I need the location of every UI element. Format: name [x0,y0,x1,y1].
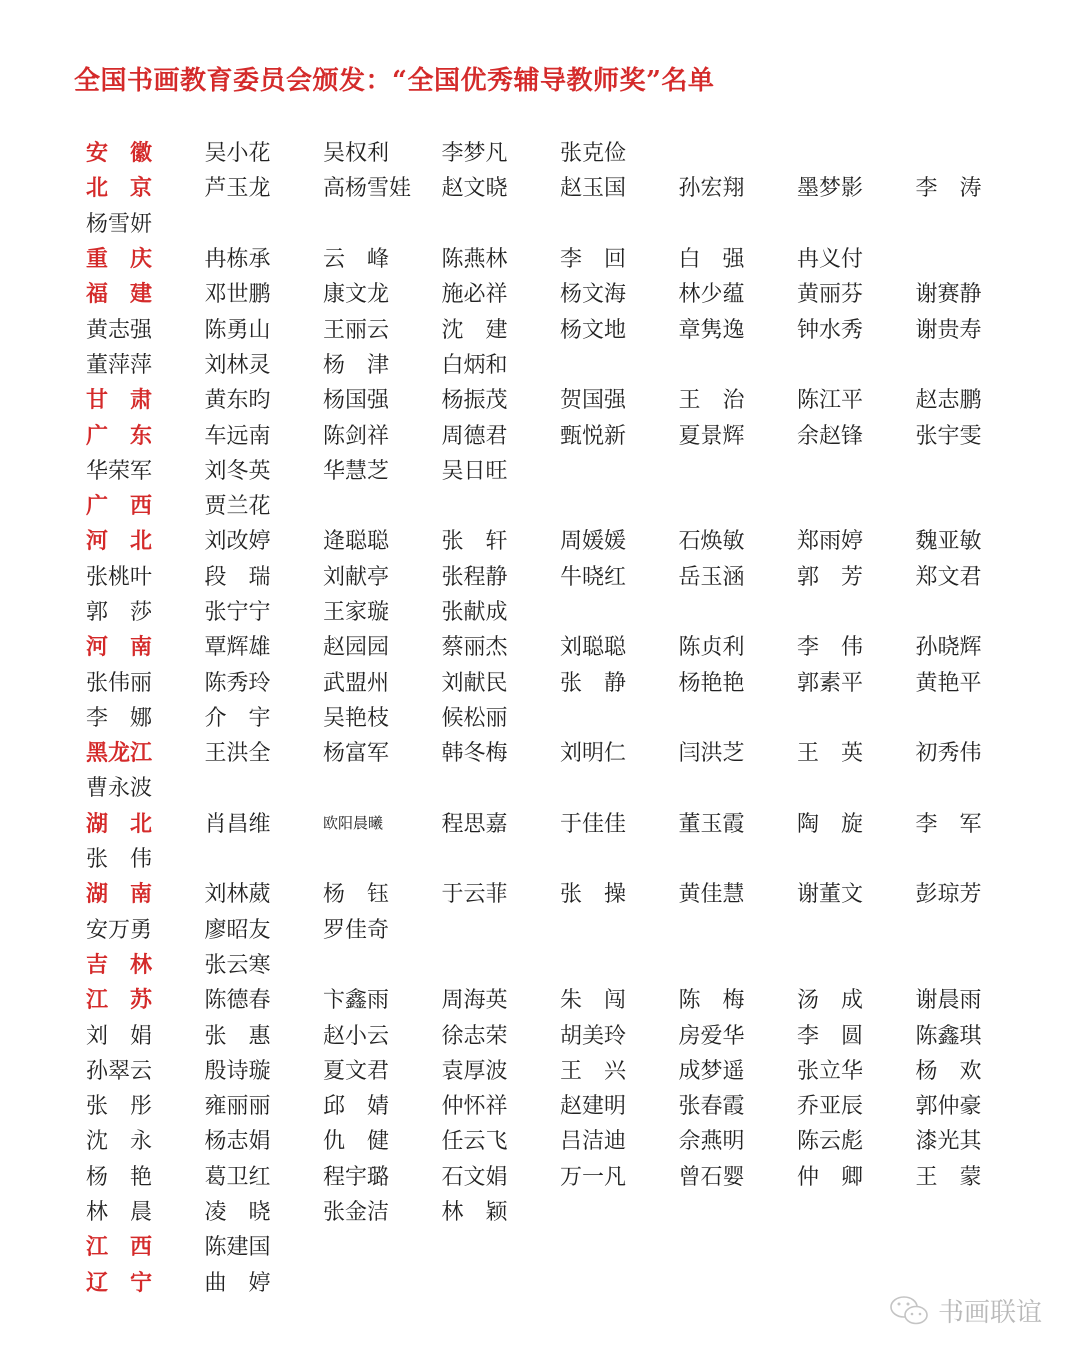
list-row [86,1016,1046,1051]
list-row [86,522,1046,557]
teacher-name: 张宇雯 [915,423,982,449]
teacher-name: 吴日旺 [441,458,508,484]
teacher-name: 沈 永 [86,1129,153,1155]
teacher-name: 候松丽 [441,705,508,731]
province-label: 湖 北 [86,810,153,837]
teacher-name: 殷诗璇 [204,1058,271,1084]
teacher-name: 赵玉国 [560,176,627,202]
teacher-name: 张 彤 [86,1094,153,1120]
teacher-name: 程宇璐 [323,1164,390,1190]
teacher-name: 张 操 [560,882,627,908]
teacher-name: 赵文晓 [441,176,508,202]
list-row [86,134,1046,169]
teacher-name: 陶 旋 [797,811,864,837]
teacher-name: 雍丽丽 [204,1094,271,1120]
list-row [86,452,1046,487]
list-row [86,1228,1046,1263]
list-row [86,769,1046,804]
teacher-name: 谢赛静 [915,282,982,308]
province-label: 安 徽 [86,140,153,167]
teacher-name: 武盟州 [323,670,390,696]
list-row [86,840,1046,875]
teacher-name: 郭仲豪 [915,1094,982,1120]
list-row [86,487,1046,522]
teacher-name: 冉栋承 [204,247,271,273]
teacher-name: 张金洁 [323,1200,390,1226]
teacher-name: 杨 津 [323,352,390,378]
teacher-name: 高杨雪娃 [323,176,412,202]
teacher-name: 张伟丽 [86,670,153,696]
teacher-name: 卞鑫雨 [323,988,390,1014]
province-label: 江 西 [86,1234,153,1261]
teacher-name: 李 涛 [915,176,982,202]
teacher-name: 夏文君 [323,1058,390,1084]
teacher-name: 章隽逸 [678,317,745,343]
teacher-name: 杨艳艳 [678,670,745,696]
teacher-name: 赵小云 [323,1023,390,1049]
teacher-name: 赵园园 [323,635,390,661]
list-row [86,628,1046,663]
teacher-name: 牛晓红 [560,564,627,590]
teacher-name: 华荣军 [86,458,153,484]
list-row [86,169,1046,204]
teacher-name: 曾石婴 [678,1164,745,1190]
province-label: 江 苏 [86,987,153,1014]
teacher-name: 李 回 [560,247,627,273]
teacher-name: 郭素平 [797,670,864,696]
list-row [86,734,1046,769]
teacher-name: 王 蒙 [915,1164,982,1190]
list-row [86,240,1046,275]
teacher-name: 林 晨 [86,1200,153,1226]
teacher-name: 王洪全 [204,741,271,767]
teacher-name: 谢贵寿 [915,317,982,343]
teacher-name: 谢董文 [797,882,864,908]
list-row [86,875,1046,910]
teacher-name: 贺国强 [560,388,627,414]
page-title: 全国书画教育委员会颁发：“全国优秀辅导教师奖”名单 [74,66,715,96]
teacher-name: 李 圆 [797,1023,864,1049]
teacher-name: 黄志强 [86,317,153,343]
teacher-name: 施必祥 [441,282,508,308]
teacher-name: 乔亚辰 [797,1094,864,1120]
list-row [86,699,1046,734]
teacher-name: 张 伟 [86,847,153,873]
teacher-name: 沈 建 [441,317,508,343]
teacher-name: 杨 欢 [915,1058,982,1084]
teacher-name: 杨国强 [323,388,390,414]
teacher-name: 肖昌维 [204,811,271,837]
teacher-name: 夏景辉 [678,423,745,449]
teacher-name: 房爱华 [678,1023,745,1049]
teacher-name: 杨 艳 [86,1164,153,1190]
teacher-name: 王家璇 [323,600,390,625]
wechat-icon [888,1294,932,1328]
teacher-name: 凌 晓 [204,1200,271,1226]
teacher-name: 杨雪妍 [86,211,153,237]
teacher-name: 魏亚敏 [915,529,982,555]
teacher-name: 罗佳奇 [323,917,390,943]
teacher-name: 赵建明 [560,1094,627,1120]
teacher-name: 佘燕明 [678,1129,745,1155]
list-row [86,981,1046,1016]
teacher-name: 孙宏翔 [678,176,745,202]
teacher-name: 韩冬梅 [441,741,508,767]
teacher-name: 于佳佳 [560,811,627,837]
list-row [86,310,1046,345]
teacher-name: 黄东昀 [204,388,271,414]
watermark-text: 书画联谊 [938,1298,1043,1328]
teacher-name: 陈 梅 [678,988,745,1014]
teacher-name: 仲怀祥 [441,1094,508,1120]
teacher-name: 张春霞 [678,1094,745,1120]
teacher-name: 郭 芳 [797,564,864,590]
teacher-name: 刘林葳 [204,882,271,908]
teacher-name: 杨文海 [560,282,627,308]
teacher-name: 邓世鹏 [204,282,271,308]
teacher-name: 董萍萍 [86,352,153,378]
province-label: 甘 肃 [86,387,153,414]
teacher-name: 张 惠 [204,1023,271,1049]
teacher-name: 程思嘉 [441,811,508,837]
province-label: 黑龙江 [86,740,153,767]
teacher-name: 杨富军 [323,741,390,767]
teacher-name: 闫洪芝 [678,741,745,767]
teacher-name: 余赵锋 [797,423,864,449]
teacher-name: 黄佳慧 [678,882,745,908]
teacher-name: 郑雨婷 [797,529,864,555]
province-label: 辽 宁 [86,1269,153,1296]
teacher-name: 云 峰 [323,247,390,273]
teacher-name: 逄聪聪 [323,529,390,555]
teacher-name: 王 英 [797,741,864,767]
province-label: 河 南 [86,634,153,661]
teacher-name: 欧阳晨曦 [323,813,384,832]
teacher-name: 康文龙 [323,282,390,308]
teacher-name: 陈江平 [797,388,864,414]
teacher-name: 张 静 [560,670,627,696]
teacher-name: 朱 闯 [560,988,627,1014]
list-row [86,205,1046,240]
list-row [86,558,1046,593]
list-row [86,663,1046,698]
teacher-name: 白炳和 [441,352,508,378]
teacher-name: 吴小花 [204,141,271,167]
teacher-name: 陈鑫琪 [915,1023,982,1049]
teacher-name: 孙翠云 [86,1058,153,1084]
teacher-name: 刘献亭 [323,564,390,590]
teacher-name: 张立华 [797,1058,864,1084]
teacher-name: 王 兴 [560,1058,627,1084]
teacher-name: 葛卫红 [204,1164,271,1190]
teacher-name: 陈勇山 [204,317,271,343]
province-label: 吉 林 [86,951,153,978]
teacher-name: 仲 卿 [797,1164,864,1190]
teacher-name: 杨振茂 [441,388,508,414]
teacher-name: 林 颖 [441,1200,508,1226]
list-row [86,805,1046,840]
list-row [86,946,1046,981]
list-row [86,1193,1046,1228]
list-row [86,275,1046,310]
teacher-name: 张桃叶 [86,564,153,590]
list-row [86,381,1046,416]
teacher-name: 冉义付 [797,247,864,273]
teacher-name: 杨志娟 [204,1129,271,1155]
teacher-name: 李 娜 [86,705,153,731]
award-name-list [86,134,1046,1299]
teacher-name: 石文娟 [441,1164,508,1190]
province-label: 广 东 [86,422,153,449]
teacher-name: 刘献民 [441,670,508,696]
list-row [86,1052,1046,1087]
teacher-name: 覃辉雄 [204,635,271,661]
teacher-name: 郭 莎 [86,600,153,625]
teacher-name: 刘冬英 [204,458,271,484]
teacher-name: 曹永波 [86,776,153,802]
teacher-name: 李 军 [915,811,982,837]
teacher-name: 刘林灵 [204,352,271,378]
teacher-name: 刘 娟 [86,1023,153,1049]
teacher-name: 李 伟 [797,635,864,661]
list-row [86,593,1046,628]
teacher-name: 王 治 [678,388,745,414]
teacher-name: 刘聪聪 [560,635,627,661]
teacher-name: 董玉霞 [678,811,745,837]
province-label: 广 西 [86,493,153,520]
teacher-name: 陈贞利 [678,635,745,661]
list-row [86,911,1046,946]
teacher-name: 介 宇 [204,705,271,731]
teacher-name: 张宁宁 [204,600,271,625]
teacher-name: 石焕敏 [678,529,745,555]
teacher-name: 于云菲 [441,882,508,908]
list-row [86,1122,1046,1157]
province-label: 福 建 [86,281,153,308]
teacher-name: 白 强 [678,247,745,273]
teacher-name: 墨梦影 [797,176,864,202]
teacher-name: 陈秀玲 [204,670,271,696]
list-row [86,416,1046,451]
teacher-name: 仇 健 [323,1129,390,1155]
teacher-name: 廖昭友 [204,917,271,943]
teacher-name: 芦玉龙 [204,176,271,202]
teacher-name: 初秀伟 [915,741,982,767]
province-label: 湖 南 [86,881,153,908]
teacher-name: 陈云彪 [797,1129,864,1155]
teacher-name: 黄艳平 [915,670,982,696]
teacher-name: 周德君 [441,423,508,449]
teacher-name: 郑文君 [915,564,982,590]
teacher-name: 徐志荣 [441,1023,508,1049]
teacher-name: 吴权利 [323,141,390,167]
teacher-name: 蔡丽杰 [441,635,508,661]
teacher-name: 甄悦新 [560,423,627,449]
teacher-name: 陈建国 [204,1235,271,1261]
province-label: 重 庆 [86,246,153,273]
teacher-name: 万一凡 [560,1164,627,1190]
teacher-name: 彭琼芳 [915,882,982,908]
teacher-name: 陈燕林 [441,247,508,273]
province-label: 北 京 [86,175,153,202]
teacher-name: 安万勇 [86,917,153,943]
teacher-name: 胡美玲 [560,1023,627,1049]
teacher-name: 岳玉涵 [678,564,745,590]
list-row [86,346,1046,381]
teacher-name: 周海英 [441,988,508,1014]
teacher-name: 陈德春 [204,988,271,1014]
teacher-name: 段 瑞 [204,564,271,590]
teacher-name: 杨 钰 [323,882,390,908]
teacher-name: 贾兰花 [204,494,271,520]
teacher-name: 赵志鹏 [915,388,982,414]
teacher-name: 钟水秀 [797,317,864,343]
teacher-name: 华慧芝 [323,458,390,484]
teacher-name: 张云寒 [204,952,271,978]
teacher-name: 谢晨雨 [915,988,982,1014]
list-row [86,1087,1046,1122]
teacher-name: 吕洁迪 [560,1129,627,1155]
watermark [888,1292,1042,1329]
teacher-name: 李梦凡 [441,141,508,167]
teacher-name: 林少蕴 [678,282,745,308]
teacher-name: 曲 婷 [204,1270,271,1296]
teacher-name: 刘明仁 [560,741,627,767]
teacher-name: 孙晓辉 [915,635,982,661]
teacher-name: 成梦遥 [678,1058,745,1084]
teacher-name: 车远南 [204,423,271,449]
teacher-name: 张献成 [441,600,508,625]
teacher-name: 任云飞 [441,1129,508,1155]
teacher-name: 周媛媛 [560,529,627,555]
teacher-name: 陈剑祥 [323,423,390,449]
list-row [86,1158,1046,1193]
teacher-name: 张 轩 [441,529,508,555]
teacher-name: 漆光其 [915,1129,982,1155]
teacher-name: 张克俭 [560,141,627,167]
teacher-name: 杨文地 [560,317,627,343]
teacher-name: 邱 婧 [323,1094,390,1120]
teacher-name: 王丽云 [323,317,390,343]
teacher-name: 袁厚波 [441,1058,508,1084]
teacher-name: 汤 成 [797,988,864,1014]
province-label: 河 北 [86,528,153,555]
teacher-name: 吴艳枝 [323,705,390,731]
teacher-name: 黄丽芬 [797,282,864,308]
teacher-name: 张程静 [441,564,508,590]
teacher-name: 刘改婷 [204,529,271,555]
